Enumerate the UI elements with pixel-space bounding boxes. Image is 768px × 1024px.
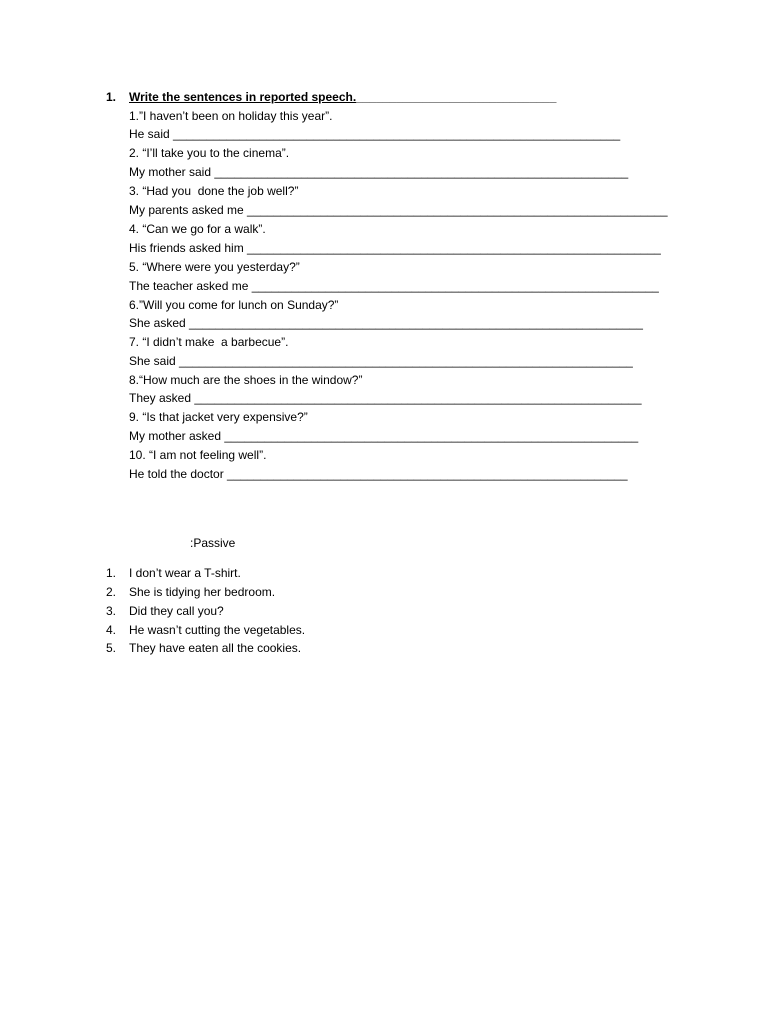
exercise-title-text: Write the sentences in reported speech. — [129, 90, 357, 104]
quote-sentence: 2. “I’ll take you to the cinema”. — [129, 146, 290, 160]
passive-item-text: I don’t wear a T-shirt. — [129, 566, 241, 580]
quote-sentence: 5. “Where were you yesterday?” — [129, 260, 300, 274]
exercise-title-blank: ______________________________ — [356, 90, 557, 104]
answer-line[interactable]: She asked ____________________________________________________________________ — [129, 316, 643, 330]
passive-item-number: 4. — [106, 623, 117, 637]
quote-sentence: 10. “I am not feeling well”. — [129, 448, 267, 462]
quote-sentence: 1.”I haven’t been on holiday this year”. — [129, 109, 333, 123]
passive-item-text: Did they call you? — [129, 604, 224, 618]
exercise-number: 1. — [106, 90, 117, 104]
passive-heading: :Passive — [190, 536, 236, 550]
answer-line[interactable]: My parents asked me _______________________________________________________________ — [129, 203, 668, 217]
passive-item-number: 1. — [106, 566, 117, 580]
answer-line[interactable]: She said ____________________________________________________________________ — [129, 354, 633, 368]
passive-item-text: She is tidying her bedroom. — [129, 585, 276, 599]
passive-item-number: 5. — [106, 641, 117, 655]
quote-sentence: 4. “Can we go for a walk”. — [129, 222, 266, 236]
answer-line[interactable]: My mother said ______________________________________________________________ — [129, 165, 629, 179]
quote-sentence: 3. “Had you done the job well?” — [129, 184, 299, 198]
quote-sentence: 9. “Is that jacket very expensive?” — [129, 410, 308, 424]
quote-sentence: 8.“How much are the shoes in the window?” — [129, 373, 363, 387]
answer-line[interactable]: My mother asked ______________________________________________________________ — [129, 429, 639, 443]
quote-sentence: 6.”Will you come for lunch on Sunday?” — [129, 298, 339, 312]
answer-line[interactable]: The teacher asked me _____________________________________________________________ — [129, 279, 659, 293]
passive-item-number: 3. — [106, 604, 117, 618]
passive-item-number: 2. — [106, 585, 117, 599]
passive-item-text: He wasn’t cutting the vegetables. — [129, 623, 306, 637]
passive-item-text: They have eaten all the cookies. — [129, 641, 302, 655]
quote-sentence: 7. “I didn’t make a barbecue”. — [129, 335, 289, 349]
answer-line[interactable]: They asked ___________________________________________________________________ — [129, 391, 642, 405]
exercise-title — [129, 90, 556, 104]
answer-line[interactable]: His friends asked him ______________________________________________________________ — [129, 241, 661, 255]
answer-line[interactable]: He said ___________________________________________________________________ — [129, 127, 621, 141]
answer-line[interactable]: He told the doctor ____________________________________________________________ — [129, 467, 628, 481]
